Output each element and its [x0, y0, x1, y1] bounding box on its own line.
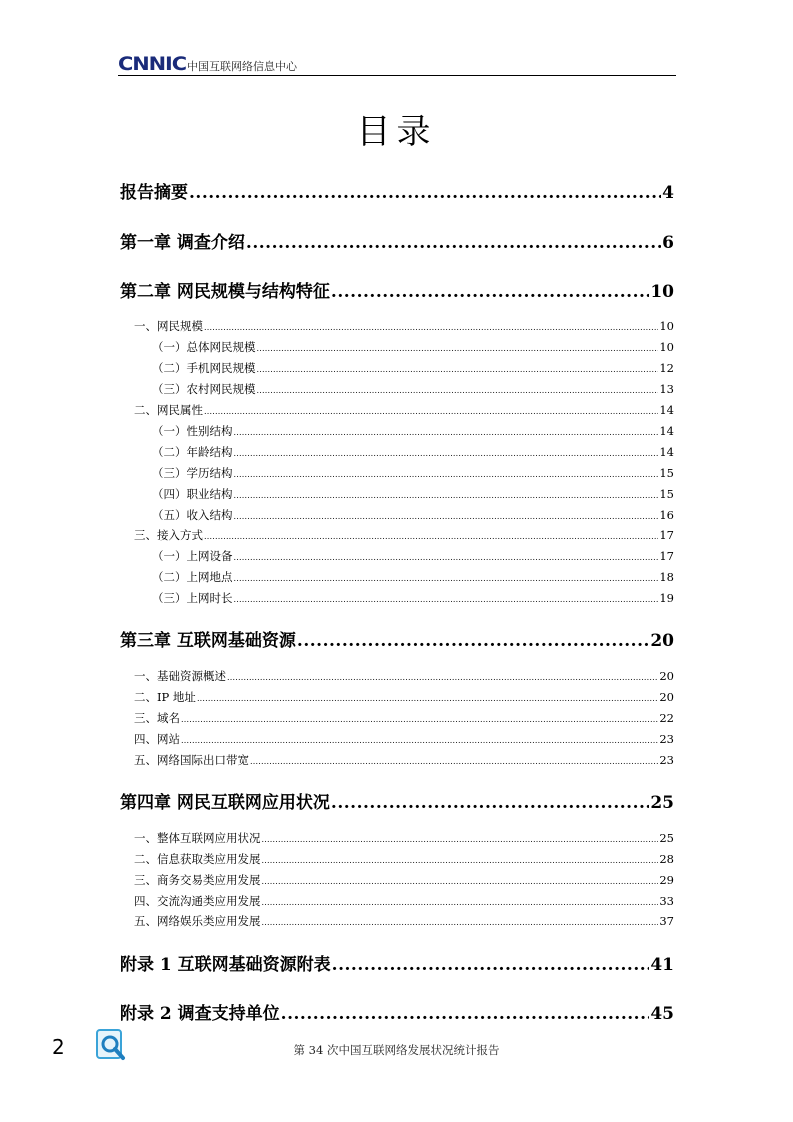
toc-label: （四）职业结构 [152, 487, 233, 501]
toc-item[interactable] [120, 486, 674, 502]
toc-label: 附录 2 调查支持单位 [120, 1004, 280, 1024]
toc-leader [204, 407, 658, 416]
toc-label: 四、交流沟通类应用发展 [134, 894, 261, 908]
toc-page-number: 10 [659, 319, 674, 333]
toc-leader [204, 323, 658, 332]
toc-item[interactable] [120, 339, 674, 355]
toc-leader [204, 532, 658, 541]
toc-label: 第四章 网民互联网应用状况 [120, 793, 330, 813]
toc-label: （三）上网时长 [152, 591, 233, 605]
toc-leader [257, 365, 659, 374]
toc-leader [332, 955, 650, 975]
toc-label: （三）学历结构 [152, 466, 233, 480]
toc-label: 一、网民规模 [134, 319, 203, 333]
toc-leader [181, 715, 658, 724]
header-rule [118, 75, 676, 76]
toc-label: 第三章 互联网基础资源 [120, 631, 296, 651]
toc-leader [262, 918, 659, 927]
toc-leader [189, 183, 661, 203]
toc-page-number: 25 [659, 831, 674, 845]
cnnic-logo: CNNIC [118, 53, 186, 75]
toc-page-number: 10 [659, 340, 674, 354]
toc-item[interactable] [120, 318, 674, 334]
toc-label: 一、整体互联网应用状况 [134, 831, 261, 845]
toc-page-number: 4 [662, 183, 674, 203]
toc-item[interactable] [120, 402, 674, 418]
toc-item[interactable] [120, 913, 674, 929]
toc-item[interactable] [120, 527, 674, 543]
toc-item[interactable] [120, 872, 674, 888]
toc-chapter[interactable] [120, 277, 674, 302]
page-title: 目录 [356, 112, 437, 152]
toc-page-number: 33 [659, 894, 674, 908]
toc-label: （一）总体网民规模 [152, 340, 256, 354]
toc-page-number: 28 [659, 852, 674, 866]
toc-leader [234, 470, 659, 479]
footer-report-title: 第 34 次中国互联网络发展状况统计报告 [293, 1043, 500, 1057]
toc-leader [331, 793, 649, 813]
toc-item[interactable] [120, 465, 674, 481]
toc-page-number: 23 [659, 753, 674, 767]
toc-label: 报告摘要 [120, 183, 188, 203]
toc-label: （二）上网地点 [152, 570, 233, 584]
toc-page-number: 16 [659, 508, 674, 522]
page-number: 2 [52, 1035, 65, 1059]
toc-page-number: 29 [659, 873, 674, 887]
toc-leader [297, 631, 649, 651]
toc-page-number: 10 [650, 282, 674, 302]
toc-chapter[interactable] [120, 999, 674, 1024]
toc-page-number: 13 [659, 382, 674, 396]
toc-item[interactable] [120, 752, 674, 768]
toc-label: （五）收入结构 [152, 508, 233, 522]
toc-leader [227, 673, 658, 682]
toc-item[interactable] [120, 830, 674, 846]
toc-page-number: 19 [659, 591, 674, 605]
toc-page-number: 15 [659, 466, 674, 480]
toc-label: 五、网络娱乐类应用发展 [134, 914, 261, 928]
toc-page-number: 14 [659, 445, 674, 459]
toc-page-number: 12 [659, 361, 674, 375]
toc-leader [234, 512, 659, 521]
toc-item[interactable] [120, 423, 674, 439]
toc-label: 一、基础资源概述 [134, 669, 226, 683]
toc-page-number: 25 [650, 793, 674, 813]
toc-leader [234, 553, 659, 562]
toc-page-number: 17 [659, 528, 674, 542]
toc-page-number: 22 [659, 711, 674, 725]
toc-leader [250, 757, 658, 766]
toc-leader [197, 694, 658, 703]
toc-page-number: 20 [659, 669, 674, 683]
toc-chapter[interactable] [120, 178, 674, 203]
toc-item[interactable] [120, 569, 674, 585]
toc-page-number: 41 [650, 955, 674, 975]
toc-label: 三、域名 [134, 711, 180, 725]
toc-label: 二、网民属性 [134, 403, 203, 417]
toc-item[interactable] [120, 731, 674, 747]
toc-page-number: 37 [659, 914, 674, 928]
toc-label: 二、IP 地址 [134, 690, 196, 704]
toc-leader [234, 574, 659, 583]
toc-page-number: 6 [662, 233, 674, 253]
toc-label: 三、接入方式 [134, 528, 203, 542]
toc-leader [262, 856, 659, 865]
toc-page-number: 20 [659, 690, 674, 704]
toc-label: 五、网络国际出口带宽 [134, 753, 249, 767]
toc-leader [262, 877, 659, 886]
toc-page-number: 14 [659, 403, 674, 417]
toc-page-number: 45 [650, 1004, 674, 1024]
toc-chapter[interactable] [120, 788, 674, 813]
toc-item[interactable] [120, 548, 674, 564]
toc-label: （二）年龄结构 [152, 445, 233, 459]
toc-page-number: 20 [650, 631, 674, 651]
toc-item[interactable] [120, 689, 674, 705]
toc-leader [281, 1004, 650, 1024]
toc-label: （三）农村网民规模 [152, 382, 256, 396]
toc-leader [262, 835, 659, 844]
org-name: 中国互联网络信息中心 [187, 60, 297, 73]
toc-leader [234, 491, 659, 500]
toc-leader [257, 344, 659, 353]
toc-item[interactable] [120, 381, 674, 397]
toc-label: 第二章 网民规模与结构特征 [120, 282, 330, 302]
toc-leader [181, 736, 658, 745]
toc-leader [234, 595, 659, 604]
toc-page-number: 23 [659, 732, 674, 746]
toc-chapter[interactable] [120, 626, 674, 651]
toc-page-number: 14 [659, 424, 674, 438]
toc-leader [246, 233, 661, 253]
toc-leader [262, 898, 659, 907]
toc-item[interactable] [120, 444, 674, 460]
toc-leader [234, 449, 659, 458]
toc-item[interactable] [120, 893, 674, 909]
toc-label: 附录 1 互联网基础资源附表 [120, 955, 331, 975]
toc-item[interactable] [120, 668, 674, 684]
toc-item[interactable] [120, 590, 674, 606]
toc-label: 二、信息获取类应用发展 [134, 852, 261, 866]
toc-page-number: 17 [659, 549, 674, 563]
toc-item[interactable] [120, 360, 674, 376]
toc-chapter[interactable] [120, 950, 674, 975]
toc-leader [234, 428, 659, 437]
toc-item[interactable] [120, 507, 674, 523]
toc-chapter[interactable] [120, 228, 674, 253]
toc-label: 四、网站 [134, 732, 180, 746]
toc-item[interactable] [120, 851, 674, 867]
toc-label: （二）手机网民规模 [152, 361, 256, 375]
toc-item[interactable] [120, 710, 674, 726]
toc-label: 第一章 调查介绍 [120, 233, 245, 253]
toc-label: 三、商务交易类应用发展 [134, 873, 261, 887]
toc-label: （一）上网设备 [152, 549, 233, 563]
toc-page-number: 15 [659, 487, 674, 501]
page-header [118, 54, 676, 76]
toc-leader [257, 386, 659, 395]
toc-leader [331, 282, 649, 302]
toc-page-number: 18 [659, 570, 674, 584]
toc-label: （一）性别结构 [152, 424, 233, 438]
